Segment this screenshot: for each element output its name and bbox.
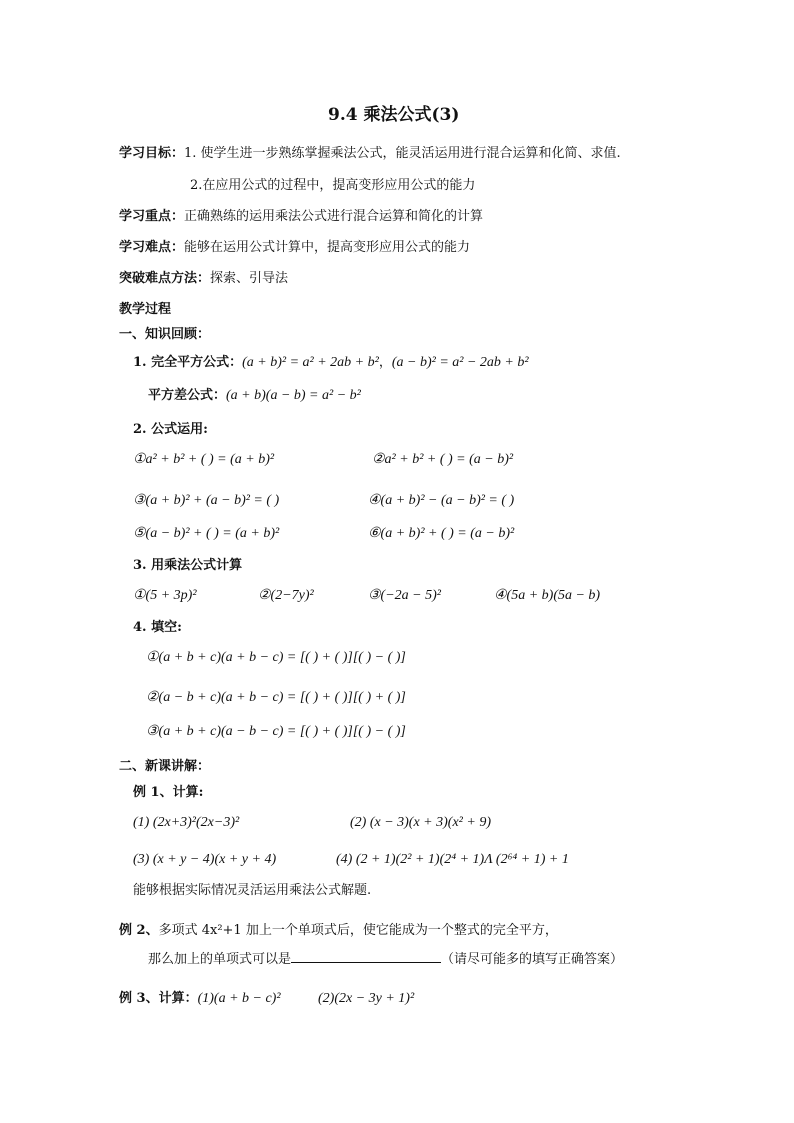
hard-row xyxy=(119,239,470,257)
section-2-title: 二、新课讲解： xyxy=(119,759,211,774)
key-row xyxy=(119,208,483,226)
goal-label: 学习目标： xyxy=(119,146,185,161)
hard-label: 学习难点： xyxy=(119,240,185,255)
q2-item-4: ④(a + b)² − (a − b)² = ( ) xyxy=(368,493,515,508)
process-heading: 教学过程 xyxy=(119,302,172,317)
example-2-text: 多项式 4x²+1 加上一个单项式后，使它能成为一个整式的完全平方， xyxy=(158,923,558,938)
q4-item-1: ①(a + b + c)(a + b − c) = [( ) + ( )][( ) − ( )] xyxy=(146,650,406,665)
q1-row xyxy=(133,354,529,372)
q2-item-5: ⑤(a − b)² + ( ) = (a + b)² xyxy=(133,526,280,541)
example-1-part-3: (3) (x + y − 4)(x + y + 4) xyxy=(133,852,277,867)
key-label: 学习重点： xyxy=(119,209,185,224)
example-2-label: 例 2、 xyxy=(119,923,159,938)
example-3-part-2: (2)(2x − 3y + 1)² xyxy=(318,991,415,1006)
goal-item-1: 1. 使学生进一步熟练掌握乘法公式，能灵活运用进行混合运算和化简、求值. xyxy=(184,146,621,161)
example-1-part-4: (4) (2 + 1)(2² + 1)(2⁴ + 1)Λ (2⁶⁴ + 1) + 1 xyxy=(336,852,569,867)
q3-item-1: ①(5 + 3p)² xyxy=(133,588,197,603)
q2-label: 2. 公式运用: xyxy=(133,422,208,437)
page-title: 9.4 乘法公式(3) xyxy=(328,105,460,125)
example-3-part-1: (1)(a + b − c)² xyxy=(197,991,281,1006)
formula-perfect-square-plus: (a + b)² = a² + 2ab + b² xyxy=(242,355,379,370)
example-2-line-2: 那么加上的单项式可以是 xyxy=(148,952,292,967)
example-1-part-2: (2) (x − 3)(x + 3)(x² + 9) xyxy=(350,815,491,830)
example-1-note: 能够根据实际情况灵活运用乘法公式解题. xyxy=(133,883,372,898)
example-1-label: 例 1、计算: xyxy=(133,785,204,800)
q3-item-4: ④(5a + b)(5a − b) xyxy=(494,588,601,603)
answer-blank[interactable] xyxy=(291,950,441,963)
section-1-title: 一、知识回顾： xyxy=(119,327,211,342)
q4-item-2: ②(a − b + c)(a + b − c) = [( ) + ( )][( ) + ( )] xyxy=(146,690,406,705)
example-2-row-2 xyxy=(148,950,623,969)
q2-item-3: ③(a + b)² + (a − b)² = ( ) xyxy=(133,493,280,508)
q1-label: 1. 完全平方公式： xyxy=(133,355,243,370)
key-text: 正确熟练的运用乘法公式进行混合运算和简化的计算 xyxy=(184,209,484,224)
q1-label-2: 平方差公式： xyxy=(148,388,227,403)
goal-item-2: 2.在应用公式的过程中，提高变形应用公式的能力 xyxy=(190,178,476,193)
example-3-label: 例 3、计算： xyxy=(119,991,198,1006)
formula-perfect-square-minus: (a − b)² = a² − 2ab + b² xyxy=(391,355,529,370)
goal-row-1 xyxy=(119,145,621,163)
hard-text: 能够在运用公式计算中，提高变形应用公式的能力 xyxy=(184,240,471,255)
q2-item-1: ①a² + b² + ( ) = (a + b)² xyxy=(133,452,275,467)
q3-label: 3. 用乘法公式计算 xyxy=(133,558,243,573)
example-2-hint: （请尽可能多的填写正确答案） xyxy=(441,952,624,967)
example-1-part-1: (1) (2x+3)²(2x−3)² xyxy=(133,815,240,830)
method-text: 探索、引导法 xyxy=(210,271,289,286)
q2-item-2: ②a² + b² + ( ) = (a − b)² xyxy=(372,452,514,467)
q4-item-3: ③(a + b + c)(a − b − c) = [( ) + ( )][( ) − ( )] xyxy=(146,724,406,739)
method-label: 突破难点方法： xyxy=(119,271,211,286)
formula-difference-of-squares: (a + b)(a − b) = a² − b² xyxy=(226,388,361,403)
q1-row-2 xyxy=(148,387,361,405)
example-3-row xyxy=(119,990,281,1008)
q1-separator: ， xyxy=(378,355,392,370)
q2-item-6: ⑥(a + b)² + ( ) = (a − b)² xyxy=(368,526,515,541)
example-2-row-1 xyxy=(119,922,558,940)
method-row xyxy=(119,270,288,288)
q4-label: 4. 填空: xyxy=(133,620,182,635)
q3-item-2: ②(2−7y)² xyxy=(258,588,314,603)
q3-item-3: ③(−2a − 5)² xyxy=(368,588,441,603)
